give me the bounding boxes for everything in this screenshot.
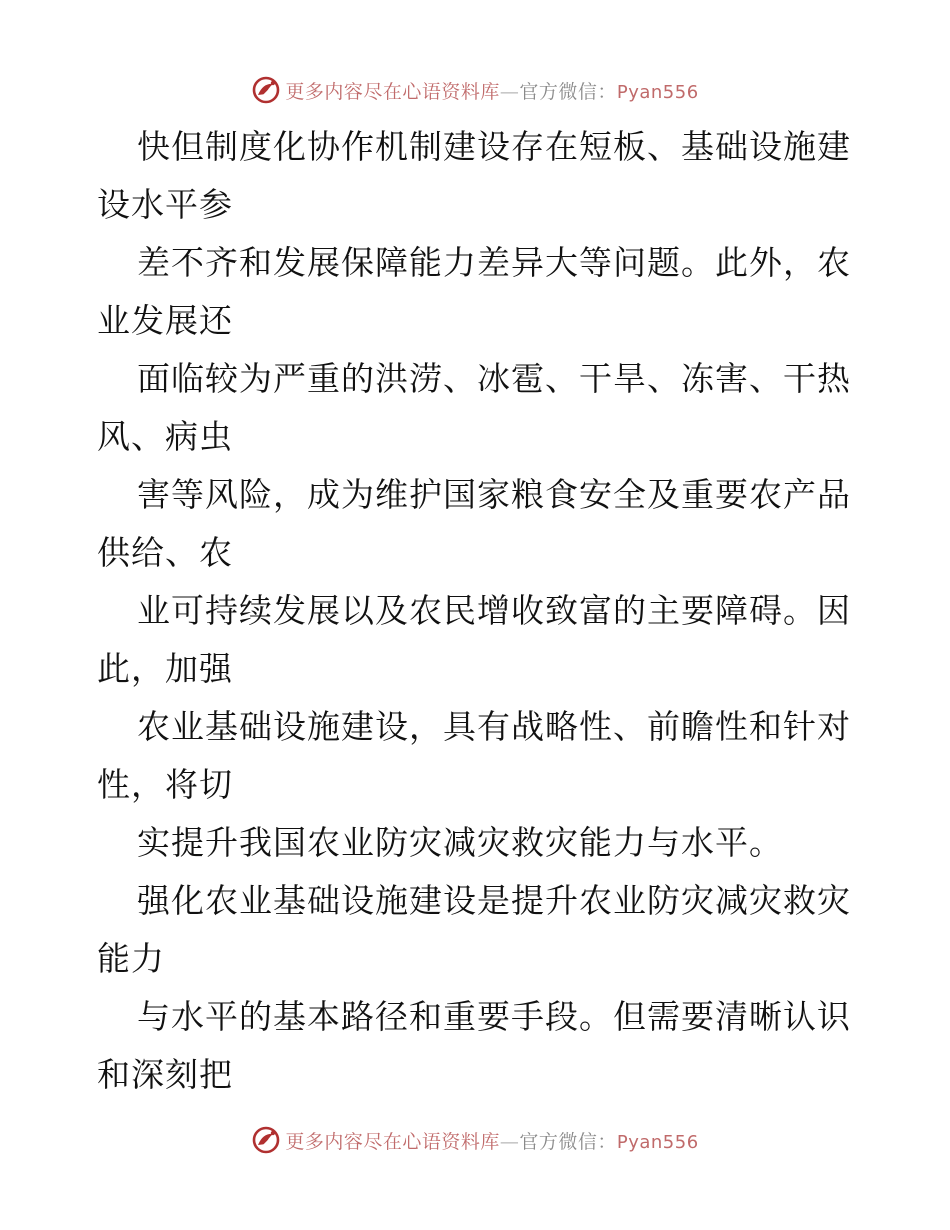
- text-line: 性，将切: [97, 765, 233, 804]
- text-line: 此，加强: [97, 649, 233, 688]
- text-line: 业可持续发展以及农民增收致富的主要障碍。因: [137, 591, 851, 630]
- text-line: 实提升我国农业防灾减灾救灾能力与水平。: [137, 823, 783, 862]
- text-line: 与水平的基本路径和重要手段。但需要清晰认识: [137, 997, 851, 1036]
- watermark-wechat-label: 官方微信：: [519, 80, 617, 103]
- text-line: 差不齐和发展保障能力差异大等问题。此外，农: [137, 243, 851, 282]
- text-line: 面临较为严重的洪涝、冰雹、干旱、冻害、干热: [137, 359, 851, 398]
- text-line: 农业基础设施建设，具有战略性、前瞻性和针对: [137, 707, 851, 746]
- text-line: 供给、农: [97, 533, 233, 572]
- text-line: 和深刻把: [97, 1055, 233, 1094]
- footer-watermark: [0, 1120, 950, 1160]
- header-watermark: [0, 70, 950, 110]
- red-seal-logo-icon: [251, 1125, 281, 1155]
- text-line: 设水平参: [97, 185, 233, 224]
- document-body: [97, 118, 857, 1104]
- text-line: 强化农业基础设施建设是提升农业防灾减灾救灾: [137, 881, 851, 920]
- text-line: 风、病虫: [97, 417, 233, 456]
- watermark-brand-text: 更多内容尽在心语资料库: [285, 80, 500, 103]
- watermark-wechat-label: 官方微信：: [519, 1130, 617, 1153]
- watermark-brand-text: 更多内容尽在心语资料库: [285, 1130, 500, 1153]
- watermark-separator: —: [499, 1130, 520, 1153]
- watermark-wechat-id: Pyan556: [616, 1131, 699, 1153]
- text-line: 快但制度化协作机制建设存在短板、基础设施建: [137, 127, 851, 166]
- red-seal-logo-icon: [251, 75, 281, 105]
- text-line: 业发展还: [97, 301, 233, 340]
- watermark-separator: —: [499, 80, 520, 103]
- watermark-wechat-id: Pyan556: [616, 81, 699, 103]
- text-line: 能力: [97, 939, 165, 978]
- text-line: 害等风险，成为维护国家粮食安全及重要农产品: [137, 475, 851, 514]
